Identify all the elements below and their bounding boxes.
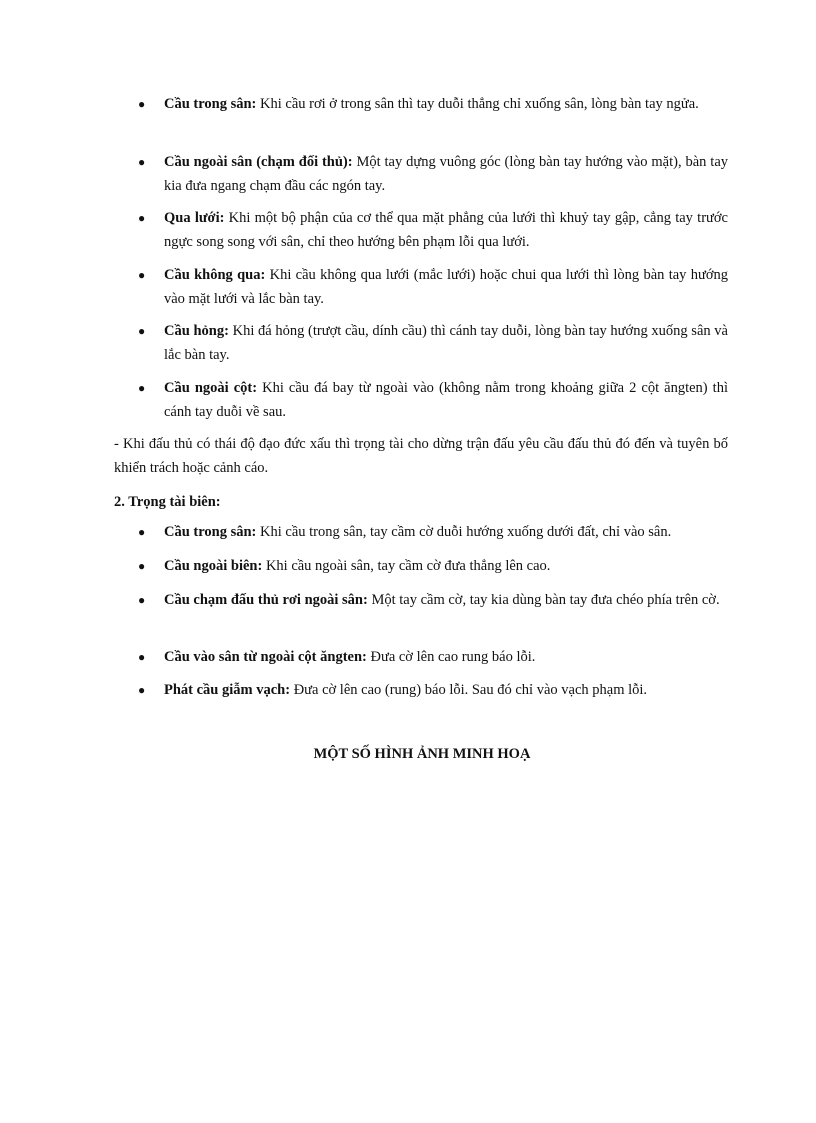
section-heading: 2. Trọng tài biên: bbox=[114, 494, 221, 510]
list-item bbox=[138, 645, 728, 669]
bullet-icon: ● bbox=[138, 559, 146, 573]
item-text: Khi đá hỏng (trượt cầu, dính cầu) thì cánh tay duỗi, lòng bàn tay hướng xuống sân và lắc bàn tay. bbox=[164, 323, 728, 363]
item-text: Khi cầu không qua lưới (mắc lưới) hoặc chui qua lưới thì lòng bàn tay hướng vào mặt lưới và lắc bàn tay. bbox=[164, 267, 729, 307]
bullet-icon: ● bbox=[138, 683, 146, 697]
list-item bbox=[138, 263, 729, 311]
list-item bbox=[138, 376, 728, 424]
item-text: Đưa cờ lên cao rung báo lỗi. bbox=[366, 649, 536, 665]
item-term: Cầu hỏng: bbox=[164, 323, 229, 339]
item-text: Khi cầu trong sân, tay cầm cờ duỗi hướng xuống dưới đất, chỉ vào sân. bbox=[256, 524, 672, 540]
item-term: Cầu không qua: bbox=[164, 267, 266, 283]
bullet-icon: ● bbox=[138, 324, 146, 338]
list-item bbox=[138, 520, 728, 544]
list-item bbox=[138, 554, 728, 578]
list-item bbox=[138, 678, 728, 702]
item-term: Cầu ngoài sân (chạm đối thủ): bbox=[164, 154, 353, 170]
list-item bbox=[138, 150, 728, 198]
illustration-title: MỘT SỐ HÌNH ẢNH MINH HOẠ bbox=[313, 746, 531, 762]
item-text: Một tay cầm cờ, tay kia dùng bàn tay đưa chéo phía trên cờ. bbox=[367, 592, 720, 608]
item-text: Khi cầu rơi ở trong sân thì tay duỗi thẳng chỉ xuống sân, lòng bàn tay ngửa. bbox=[256, 96, 699, 112]
item-text: Khi cầu đá bay từ ngoài vào (không nằm trong khoảng giữa 2 cột ăngten) thì cánh tay duỗi về sau. bbox=[164, 380, 728, 420]
bullet-icon: ● bbox=[138, 97, 146, 111]
item-term: Cầu ngoài cột: bbox=[164, 380, 258, 396]
item-text: Đưa cờ lên cao (rung) báo lỗi. Sau đó chỉ vào vạch phạm lỗi. bbox=[290, 682, 648, 698]
item-term: Cầu vào sân từ ngoài cột ăngten: bbox=[164, 649, 367, 665]
bullet-icon: ● bbox=[138, 525, 146, 539]
bullet-icon: ● bbox=[138, 650, 146, 664]
list-item bbox=[138, 206, 728, 254]
list-item bbox=[138, 588, 728, 612]
bullet-icon: ● bbox=[138, 268, 146, 282]
bullet-icon: ● bbox=[138, 593, 146, 607]
item-term: Cầu trong sân: bbox=[164, 96, 257, 112]
item-term: Cầu trong sân: bbox=[164, 524, 257, 540]
item-term: Phát cầu giẫm vạch: bbox=[164, 682, 291, 698]
list-item bbox=[138, 319, 728, 367]
item-text: Một tay dựng vuông góc (lòng bàn tay hướng vào mặt), bàn tay kia đưa ngang chạm đầu các ngón tay. bbox=[164, 154, 728, 194]
item-term: Cầu ngoài biên: bbox=[164, 558, 263, 574]
list-item bbox=[138, 92, 728, 116]
bullet-icon: ● bbox=[138, 211, 146, 225]
item-term: Cầu chạm đấu thủ rơi ngoài sân: bbox=[164, 592, 368, 608]
item-text: Khi một bộ phận của cơ thể qua mặt phẳng của lưới thì khuỷ tay gập, cẳng tay trước ngực song song với sân, chỉ theo hướng bên phạm lỗi qua lưới. bbox=[164, 210, 728, 250]
bullet-icon: ● bbox=[138, 155, 146, 169]
item-text: Khi cầu ngoài sân, tay cầm cờ đưa thẳng lên cao. bbox=[262, 558, 551, 574]
item-term: Qua lưới: bbox=[164, 210, 225, 226]
bullet-icon: ● bbox=[138, 381, 146, 395]
conduct-paragraph: - Khi đấu thủ có thái độ đạo đức xấu thì trọng tài cho dừng trận đấu yêu cầu đấu thủ đó đến và tuyên bố khiển trách hoặc cảnh cáo. bbox=[114, 436, 728, 476]
